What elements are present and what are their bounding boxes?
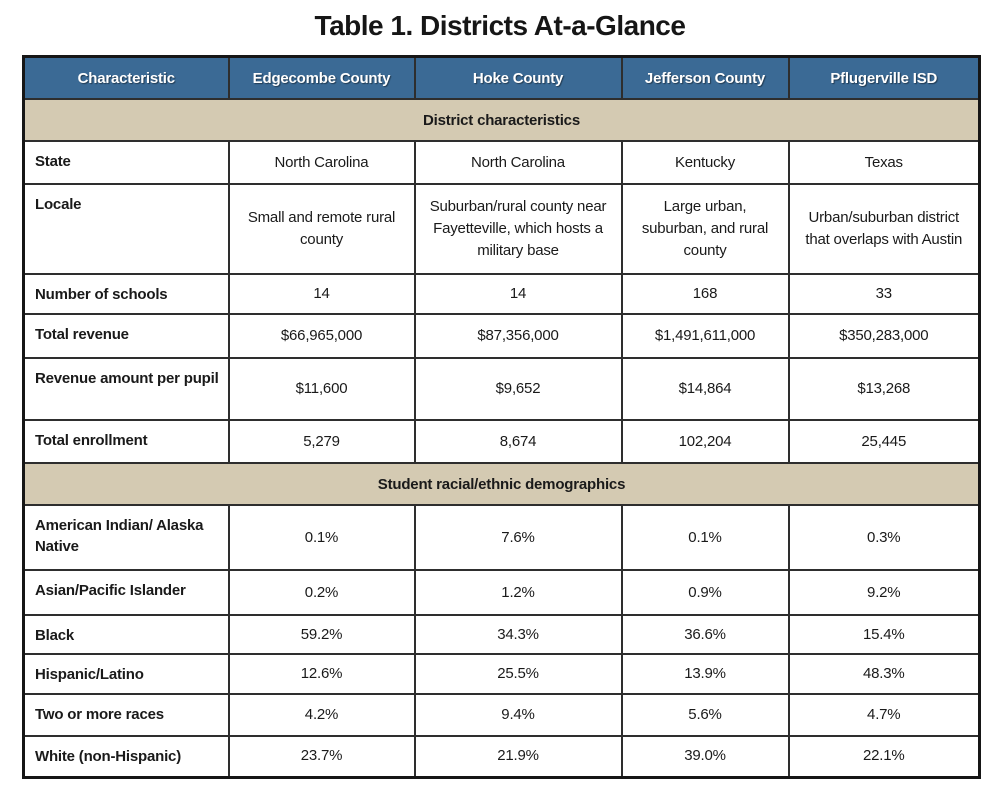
cell-value: Texas xyxy=(789,141,980,184)
cell-value: 23.7% xyxy=(229,736,415,777)
cell-value: $66,965,000 xyxy=(229,314,415,358)
column-header-characteristic: Characteristic xyxy=(24,57,229,100)
row-label: Hispanic/Latino xyxy=(24,654,229,694)
cell-value: $9,652 xyxy=(415,358,622,420)
cell-value: 59.2% xyxy=(229,615,415,654)
cell-value: 14 xyxy=(415,274,622,314)
cell-value: 25.5% xyxy=(415,654,622,694)
table-container xyxy=(22,55,978,779)
table-row-total-revenue xyxy=(24,314,980,358)
section-title: Student racial/ethnic demographics xyxy=(24,463,980,505)
table-header-row xyxy=(24,57,980,100)
row-label: Number of schools xyxy=(24,274,229,314)
cell-value: 22.1% xyxy=(789,736,980,777)
row-label: Total revenue xyxy=(24,314,229,358)
cell-value: Small and remote rural county xyxy=(229,184,415,274)
cell-value: 15.4% xyxy=(789,615,980,654)
section-title: District characteristics xyxy=(24,99,980,141)
cell-value: 0.3% xyxy=(789,505,980,570)
cell-value: Large urban, suburban, and rural county xyxy=(622,184,789,274)
cell-value: $14,864 xyxy=(622,358,789,420)
cell-value: $11,600 xyxy=(229,358,415,420)
cell-value: 102,204 xyxy=(622,420,789,463)
cell-value: 0.1% xyxy=(622,505,789,570)
table-row-hispanic-latino xyxy=(24,654,980,694)
cell-value: 0.1% xyxy=(229,505,415,570)
cell-value: 25,445 xyxy=(789,420,980,463)
table-row-locale xyxy=(24,184,980,274)
cell-value: $87,356,000 xyxy=(415,314,622,358)
column-header-pflugerville: Pflugerville ISD xyxy=(789,57,980,100)
section-row-district-characteristics xyxy=(24,99,980,141)
column-header-hoke: Hoke County xyxy=(415,57,622,100)
cell-value: 4.7% xyxy=(789,694,980,736)
table-row-american-indian-alaska-native xyxy=(24,505,980,570)
row-label: American Indian/ Alaska Native xyxy=(24,505,229,570)
row-label: Revenue amount per pupil xyxy=(24,358,229,420)
cell-value: 168 xyxy=(622,274,789,314)
cell-value: 7.6% xyxy=(415,505,622,570)
column-header-edgecombe: Edgecombe County xyxy=(229,57,415,100)
table-row-two-or-more-races xyxy=(24,694,980,736)
cell-value: Kentucky xyxy=(622,141,789,184)
table-row-black xyxy=(24,615,980,654)
cell-value: 34.3% xyxy=(415,615,622,654)
districts-table xyxy=(22,55,981,779)
cell-value: 1.2% xyxy=(415,570,622,615)
cell-value: North Carolina xyxy=(415,141,622,184)
section-row-student-demographics xyxy=(24,463,980,505)
cell-value: 13.9% xyxy=(622,654,789,694)
table-row-number-of-schools xyxy=(24,274,980,314)
cell-value: 48.3% xyxy=(789,654,980,694)
cell-value: 8,674 xyxy=(415,420,622,463)
row-label: State xyxy=(24,141,229,184)
cell-value: 9.2% xyxy=(789,570,980,615)
row-label: Total enrollment xyxy=(24,420,229,463)
table-row-white-non-hispanic xyxy=(24,736,980,777)
cell-value: 4.2% xyxy=(229,694,415,736)
column-header-jefferson: Jefferson County xyxy=(622,57,789,100)
cell-value: 33 xyxy=(789,274,980,314)
cell-value: 14 xyxy=(229,274,415,314)
row-label: White (non-Hispanic) xyxy=(24,736,229,777)
cell-value: North Carolina xyxy=(229,141,415,184)
cell-value: 0.9% xyxy=(622,570,789,615)
page-title: Table 1. Districts At-a-Glance xyxy=(314,10,686,41)
table-row-state xyxy=(24,141,980,184)
cell-value: 36.6% xyxy=(622,615,789,654)
cell-value: Urban/suburban district that overlaps with Austin xyxy=(789,184,980,274)
table-row-asian-pacific-islander xyxy=(24,570,980,615)
cell-value: $13,268 xyxy=(789,358,980,420)
row-label: Black xyxy=(24,615,229,654)
cell-value: 12.6% xyxy=(229,654,415,694)
cell-value: Suburban/rural county near Fayetteville, which hosts a military base xyxy=(415,184,622,274)
cell-value: 5.6% xyxy=(622,694,789,736)
row-label: Asian/Pacific Islander xyxy=(24,570,229,615)
table-row-total-enrollment xyxy=(24,420,980,463)
cell-value: $1,491,611,000 xyxy=(622,314,789,358)
row-label: Two or more races xyxy=(24,694,229,736)
cell-value: 21.9% xyxy=(415,736,622,777)
cell-value: $350,283,000 xyxy=(789,314,980,358)
cell-value: 9.4% xyxy=(415,694,622,736)
row-label: Locale xyxy=(24,184,229,274)
table-row-revenue-per-pupil xyxy=(24,358,980,420)
cell-value: 5,279 xyxy=(229,420,415,463)
cell-value: 0.2% xyxy=(229,570,415,615)
cell-value: 39.0% xyxy=(622,736,789,777)
